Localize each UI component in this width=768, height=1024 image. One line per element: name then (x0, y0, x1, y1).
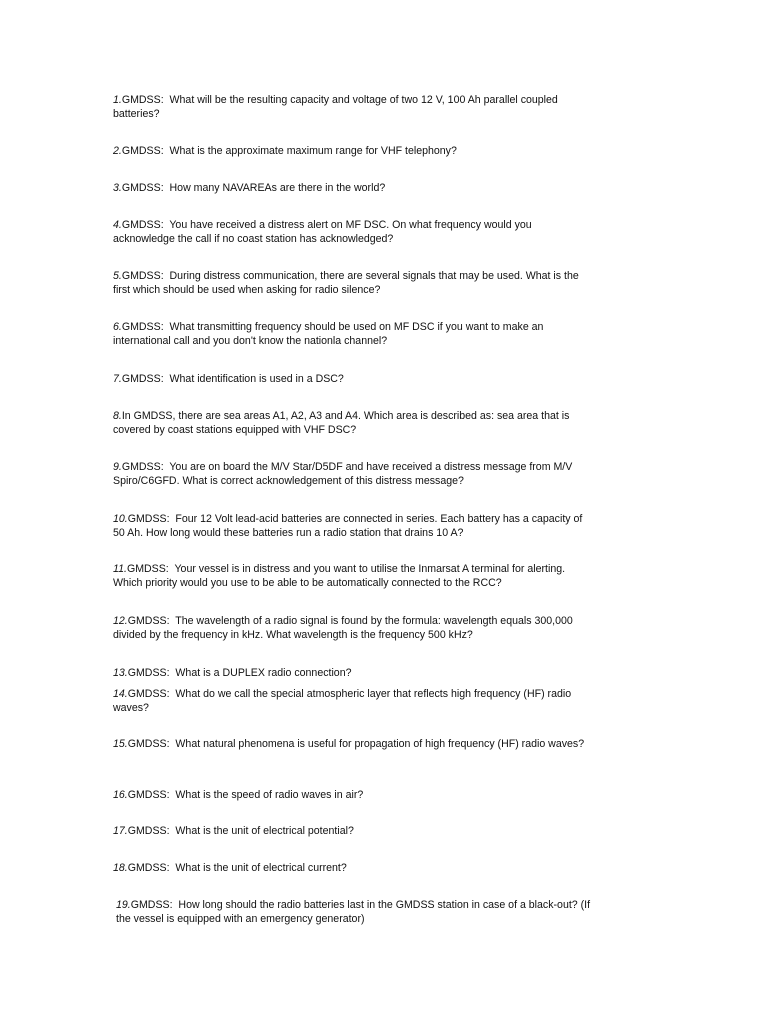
question-number: 5. (113, 270, 122, 282)
question-prefix: GMDSS: (121, 145, 164, 157)
question-prefix: GMDSS: (127, 862, 170, 874)
question-number: 15. (113, 738, 128, 750)
question-prefix: GMDSS: (121, 461, 164, 473)
question-text-line-1: The wavelength of a radio signal is found by the formula: wavelength equals 300,000 (175, 615, 573, 627)
question-7 (113, 373, 633, 387)
question-number: 9. (113, 461, 122, 473)
question-text-line-1: Your vessel is in distress and you want to utilise the Inmarsat A terminal for alerting. (174, 563, 566, 575)
question-number: 19. (116, 899, 131, 911)
question-prefix: GMDSS: (127, 513, 170, 525)
question-text-line-1: What is a DUPLEX radio connection? (175, 667, 352, 679)
question-2 (113, 145, 633, 159)
question-15 (113, 738, 643, 752)
question-prefix: GMDSS: (126, 563, 169, 575)
question-text-line-2: 50 Ah. How long would these batteries run a radio station that drains 10 A? (113, 526, 464, 539)
question-number: 11. (113, 563, 127, 575)
question-number: 3. (113, 182, 122, 194)
question-6 (113, 321, 633, 348)
question-number: 6. (113, 321, 122, 333)
question-text-line-2: batteries? (113, 107, 160, 120)
question-text-line-2: the vessel is equipped with an emergency generator) (116, 912, 365, 925)
question-prefix: GMDSS: (127, 688, 170, 700)
question-8 (113, 410, 633, 437)
question-11 (113, 563, 633, 590)
question-prefix: GMDSS: (127, 789, 170, 801)
question-10 (113, 513, 633, 540)
question-number: 10. (113, 513, 128, 525)
question-text-line-2: waves? (113, 701, 149, 714)
question-5 (113, 270, 633, 297)
question-number: 4. (113, 219, 122, 231)
question-18 (113, 862, 633, 876)
question-9 (113, 461, 633, 488)
question-number: 14. (113, 688, 128, 700)
question-prefix: GMDSS: (127, 667, 170, 679)
question-text-line-1: How many NAVAREAs are there in the world? (169, 182, 386, 194)
question-19 (116, 899, 636, 926)
question-text-line-1: What is the unit of electrical current? (175, 862, 347, 874)
question-number: 7. (113, 373, 122, 385)
question-text-line-1: You are on board the M/V Star/D5DF and have received a distress message from M/V (169, 461, 573, 473)
question-text-line-1: What transmitting frequency should be used on MF DSC if you want to make an (169, 321, 544, 333)
question-text-line-1: During distress communication, there are several signals that may be used. What is the (169, 270, 579, 282)
question-text-line-2: Which priority would you use to be able to be automatically connected to the RCC? (113, 576, 502, 589)
question-14 (113, 688, 633, 715)
question-text-line-2: divided by the frequency in kHz. What wavelength is the frequency 500 kHz? (113, 628, 473, 641)
question-text-line-1: How long should the radio batteries last in the GMDSS station in case of a black-out? (If (178, 899, 591, 911)
question-prefix: GMDSS: (121, 373, 164, 385)
question-prefix: GMDSS: (121, 219, 164, 231)
question-prefix: GMDSS: (130, 899, 173, 911)
question-3 (113, 182, 633, 196)
question-number: 2. (113, 145, 122, 157)
question-16 (113, 789, 633, 803)
question-text-line-1: What will be the resulting capacity and voltage of two 12 V, 100 Ah parallel coupled (169, 94, 558, 106)
question-prefix: GMDSS: (127, 825, 170, 837)
question-text-line-1: there are sea areas A1, A2, A3 and A4. Which area is described as: sea area that is (178, 410, 570, 422)
question-text-line-1: What do we call the special atmospheric layer that reflects high frequency (HF) radio (175, 688, 572, 700)
question-text-line-1: What identification is used in a DSC? (169, 373, 344, 385)
question-text-line-1: Four 12 Volt lead-acid batteries are connected in series. Each battery has a capacity of (175, 513, 583, 525)
question-4 (113, 219, 633, 246)
question-number: 18. (113, 862, 128, 874)
question-17 (113, 825, 633, 839)
question-number: 1. (113, 94, 122, 106)
question-prefix: GMDSS: (127, 738, 170, 750)
question-number: 16. (113, 789, 128, 801)
question-prefix: GMDSS: (121, 94, 164, 106)
question-prefix: GMDSS: (121, 182, 164, 194)
question-text-line-2: acknowledge the call if no coast station has acknowledged? (113, 232, 394, 245)
question-text-line-2: covered by coast stations equipped with VHF DSC? (113, 423, 357, 436)
question-number: 13. (113, 667, 128, 679)
question-prefix: GMDSS: (121, 321, 164, 333)
question-text-line-1: You have received a distress alert on MF DSC. On what frequency would you (169, 219, 532, 231)
question-text-line-2: first which should be used when asking for radio silence? (113, 283, 381, 296)
question-prefix: GMDSS: (127, 615, 170, 627)
question-number: 8. (113, 410, 122, 422)
question-text-line-1: What natural phenomena is useful for propagation of high frequency (HF) radio waves? (175, 738, 585, 750)
question-number: 17. (113, 825, 128, 837)
question-prefix: In GMDSS, (121, 410, 176, 422)
question-text-line-1: What is the unit of electrical potential? (175, 825, 354, 837)
question-text-line-1: What is the speed of radio waves in air? (175, 789, 364, 801)
question-12 (113, 615, 633, 642)
question-prefix: GMDSS: (121, 270, 164, 282)
question-number: 12. (113, 615, 128, 627)
question-text-line-2: international call and you don't know the nationla channel? (113, 334, 388, 347)
question-text-line-2: Spiro/C6GFD. What is correct acknowledgement of this distress message? (113, 474, 464, 487)
question-1 (113, 94, 633, 121)
question-text-line-1: What is the approximate maximum range for VHF telephony? (169, 145, 457, 157)
question-13 (113, 667, 633, 681)
